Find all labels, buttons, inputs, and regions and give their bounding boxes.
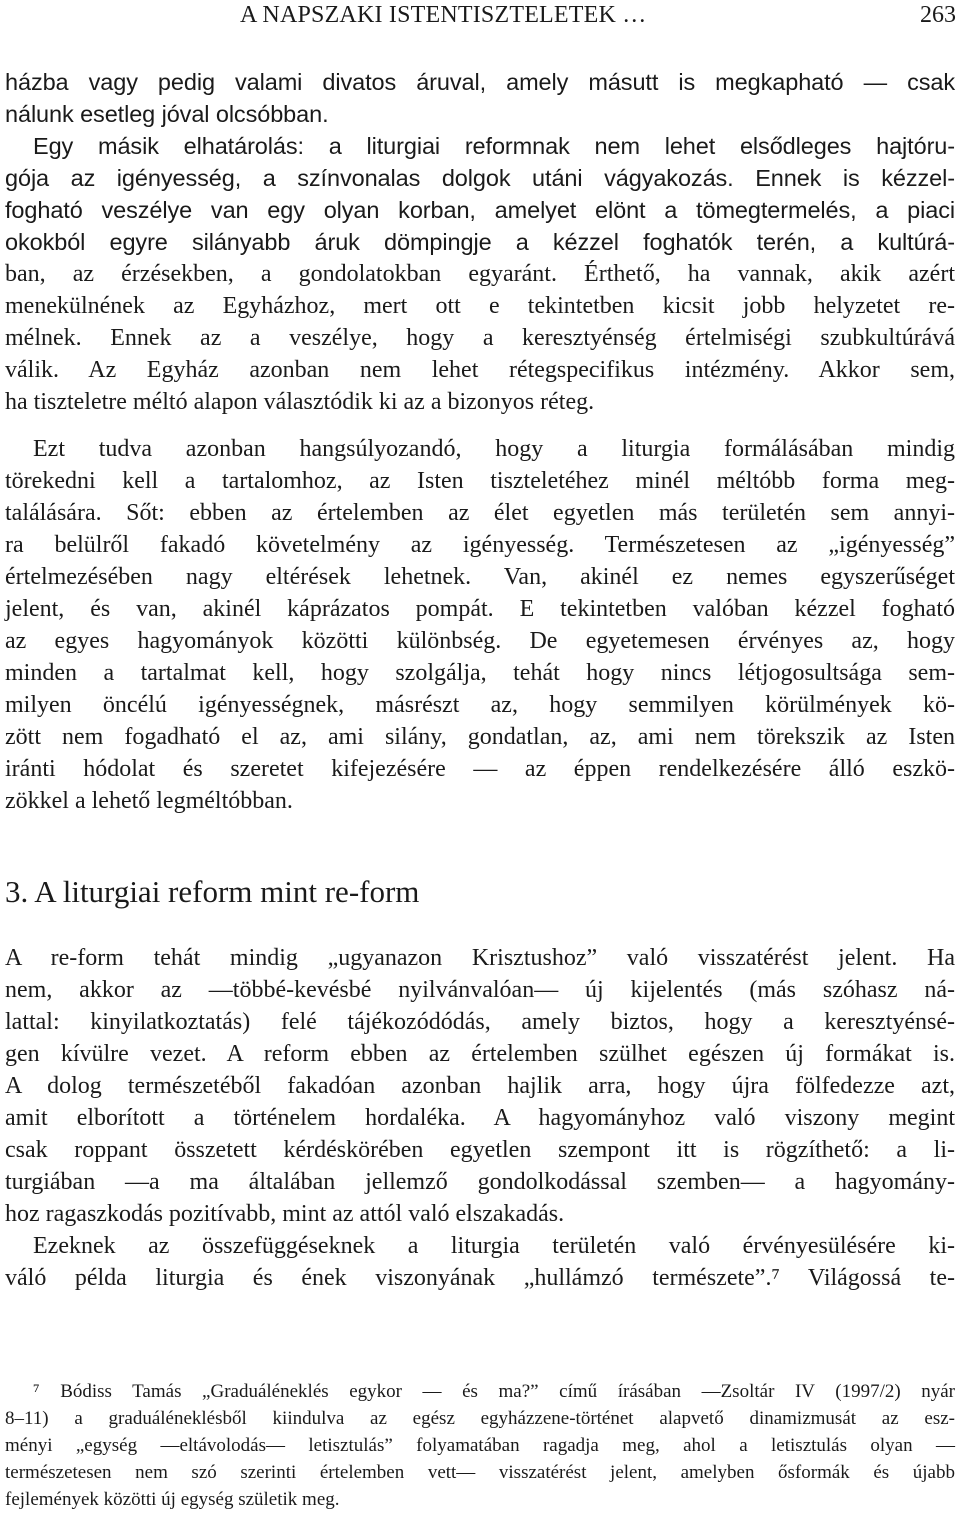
text-line: zött nem fogadható el az, ami silány, gondatlan, az, ami nem törekszik az Isten [5,724,955,750]
text-line: iránti hódolat és szeretet kifejezésére — az éppen rendelkezésére álló eszkö- [5,756,955,782]
footnote-line: természetesen nem szó szerinti értelemben vett— visszatérést jelent, amelyben ősformák és újabb [5,1462,955,1483]
text-line: törekedni kell a tartalomhoz, az Isten tiszteletéhez minél méltóbb forma meg- [5,468,955,494]
text-line: hoz ragaszkodás pozitívabb, mint az attól való elszakadás. [5,1201,565,1227]
text-line: minden a tartalmat kell, hogy szolgálja, tehát hogy nincs létjogosultsága sem- [5,660,955,686]
text-line: nálunk esetleg jóval olcsóbban. [5,101,329,127]
text-line: csak roppant összetett kérdéskörében egyetlen szempont itt is rögzíthető: a li- [5,1137,955,1163]
footnote-line: fejlemények közötti új egység születik meg. [5,1489,340,1510]
text-line: találására. Sőt: ebben az értelemben az élet egyetlen más területén sem annyi- [5,500,955,526]
footnote-line: ményi „egység —eltávolodás— letisztulás” folyamatában ragadja meg, ahol a letisztulás olyan — [5,1435,955,1456]
text-line: milyen öncélú igényességnek, másrészt az, hogy semmilyen körülmények kö- [5,692,955,718]
text-line: A dolog természetéből fakadóan azonban hajlik arra, hogy újra fölfedezze azt, [5,1073,955,1099]
text-line: házba vagy pedig valami divatos áruval, amely másutt is megkapható — csak [5,69,955,95]
text-line: értelmezésében nagy eltérések lehetnek. Van, akinél ez nemes egyszerűséget [5,564,955,590]
paragraph-block-3 [5,942,955,1294]
footnote-line: 8–11) a graduáléneklésből kiindulva az egész egyházzene-történet alapvető dinamizmusát az esz- [5,1408,955,1429]
text-line: gója az igényesség, a színvonalas dolgok utáni vágyakozás. Ennek is kézzel- [5,165,955,191]
text-line: gen kívülre vezet. A reform ebben az értelemben szülhet egészen új formákat is. [5,1041,955,1067]
footnote-line: ⁷ Bódiss Tamás „Graduáléneklés egykor — és ma?” című írásában —Zsoltár IV (1997/2) nyár [33,1381,955,1402]
text-line: mélnek. Ennek az a veszélye, hogy a keresztyénség értelmiségi szubkultúrává [5,325,955,351]
page-number: 263 [920,2,956,28]
text-line: nem, akkor az —többé-kevésbé nyilvánvalóan— új kijelentés (más szóhasz ná- [5,977,955,1003]
text-line: Ezt tudva azonban hangsúlyozandó, hogy a liturgia formálásában mindig [33,436,955,462]
text-line: amit elborított a történelem hordaléka. A hagyományhoz való viszony megint [5,1105,955,1131]
text-line: váló példa liturgia és ének viszonyának „hullámzó természete”.⁷ Világossá te- [5,1265,955,1291]
page-header [0,0,960,34]
text-line: menekülnének az Egyházhoz, mert ott e tekintetben kicsit jobb helyzetet re- [5,293,955,319]
text-line: turgiában —a ma általában jellemző gondolkodással szemben— a hagyomány- [5,1169,955,1195]
text-line: ban, az érzésekben, a gondolatokban egyaránt. Érthető, ha vannak, akik azért [5,261,955,287]
text-line: ha tiszteletre méltó alapon választódik ki az a bizonyos réteg. [5,389,595,415]
text-line: jelent, és van, akinél káprázatos pompát. E tekintetben valóban kézzel fogható [5,596,955,622]
text-line: fogható veszélye van egy olyan korban, amelyet elönt a tömegtermelés, a piaci [5,197,955,223]
text-line: Egy másik elhatárolás: a liturgiai reformnak nem lehet elsődleges hajtóru- [33,133,955,159]
text-line: zökkel a lehető legméltóbban. [5,788,293,814]
text-line: okokból egyre silányabb áruk dömpingje a kézzel foghatók terén, a kultúrá- [5,229,955,255]
text-line: A re-form tehát mindig „ugyanazon Krisztushoz” való visszatérést jelent. Ha [5,945,955,971]
text-line: Ezeknek az összefüggéseknek a liturgia területén való érvényesülésére ki- [33,1233,955,1259]
text-line: válik. Az Egyház azonban nem lehet rétegspecifikus intézmény. Akkor sem, [5,357,955,383]
running-title: A NAPSZAKI ISTENTISZTELETEK … [240,2,647,28]
section-heading: 3. A liturgiai reform mint re-form [5,874,420,909]
text-line: lattal: kinyilatkoztatás) felé tájékozódódás, amely biztos, hogy a keresztyénsé- [5,1009,955,1035]
footnote [5,1378,955,1513]
paragraph-block-1 [5,66,955,418]
text-line: ra belülről fakadó követelmény az igényesség. Természetesen az „igényesség” [5,532,955,558]
paragraph-block-2 [5,433,955,817]
text-line: az egyes hagyományok közötti különbség. De egyetemesen érvényes az, hogy [5,628,955,654]
